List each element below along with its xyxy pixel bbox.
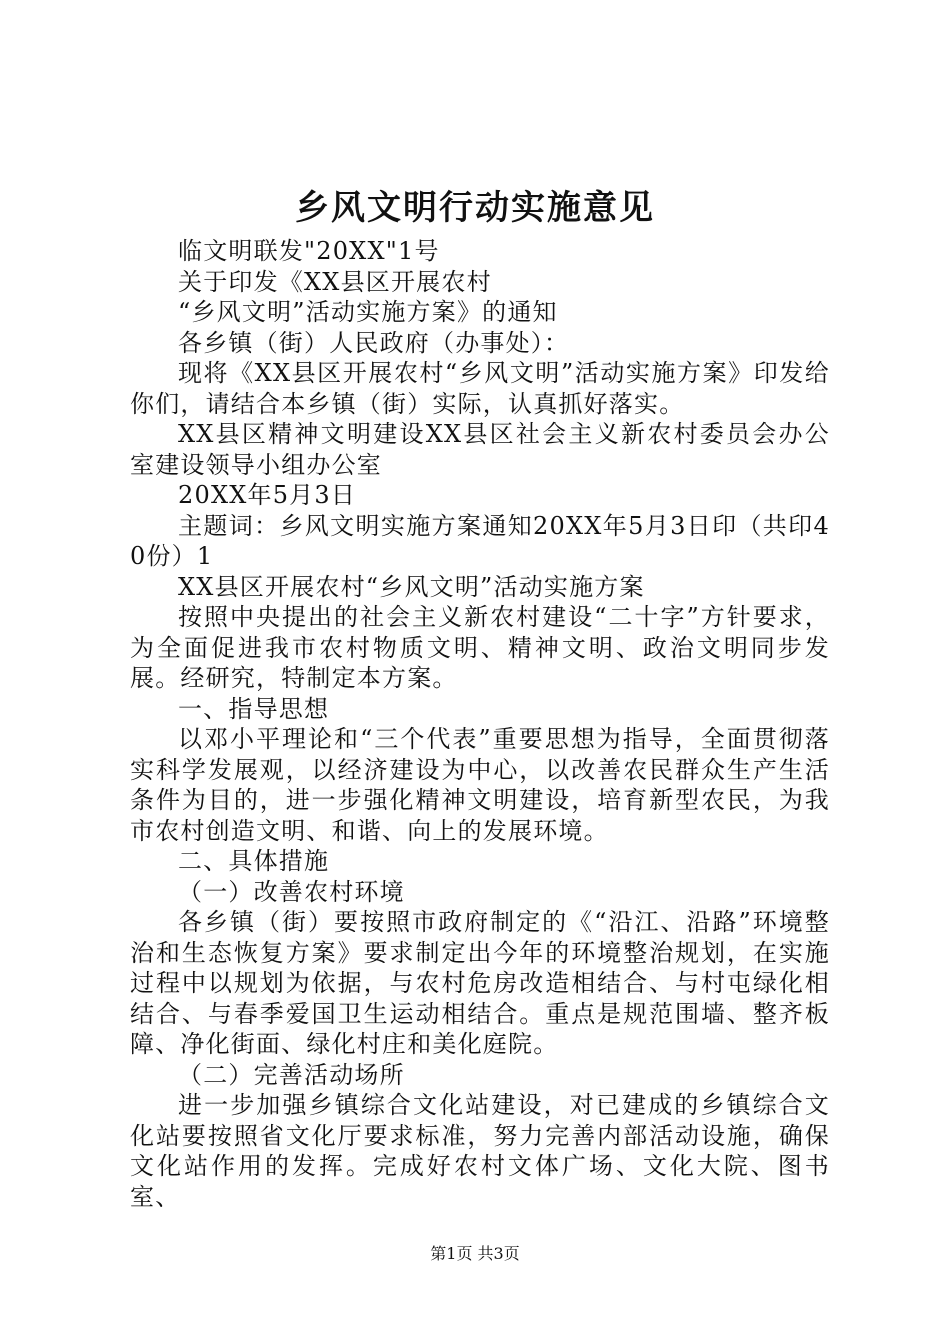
document-number: 临文明联发"20XX"1号 <box>178 237 440 265</box>
subsection-heading-venues: （二）完善活动场所 <box>178 1060 405 1089</box>
subject-terms: 主题词：乡风文明实施方案通知20XX年5月3日印（共印40份）1 <box>130 511 830 570</box>
notice-heading-line-1: 关于印发《XX县区开展农村 <box>178 267 492 296</box>
notice-body: 现将《XX县区开展农村“乡风文明”活动实施方案》印发给你们，请结合本乡镇（街）实际，认真抓好落实。 <box>130 359 830 418</box>
subsection-heading-environment: （一）改善农村环境 <box>178 877 405 906</box>
plan-intro: 按照中央提出的社会主义新农村建设“二十字”方针要求，为全面促进我市农村物质文明、精神文明、政治文明同步发展。经研究，特制定本方案。 <box>130 603 830 692</box>
page-footer: 第1页 共3页 <box>430 1244 520 1263</box>
recipients: 各乡镇（街）人民政府（办事处）： <box>178 328 570 357</box>
notice-heading-line-2: “乡风文明”活动实施方案》的通知 <box>178 298 558 326</box>
document-body <box>130 236 830 1212</box>
venues-text: 进一步加强乡镇综合文化站建设，对已建成的乡镇综合文化站要按照省文化厅要求标准，努力完善内部活动设施，确保文化站作用的发挥。完成好农村文体广场、文化大院、图书室、 <box>130 1091 830 1211</box>
plan-title: XX县区开展农村“乡风文明”活动实施方案 <box>178 572 645 601</box>
issuing-offices: XX县区精神文明建设XX县区社会主义新农村委员会办公室建设领导小组办公室 <box>130 420 830 479</box>
issue-date: 20XX年5月3日 <box>178 481 357 509</box>
section-heading-guiding-ideology: 一、指导思想 <box>178 694 330 723</box>
environment-text: 各乡镇（街）要按照市政府制定的《“沿江、沿路”环境整治和生态恢复方案》要求制定出今年的环境整治规划，在实施过程中以规划为依据，与农村危房改造相结合、与村屯绿化相结合、与春季爱国卫生运动相结合。重点是规范围墙、整齐板障、净化街面、绿化村庄和美化庭院。 <box>130 908 830 1058</box>
section-heading-specific-measures: 二、具体措施 <box>178 847 330 875</box>
document-title: 乡风文明行动实施意见 <box>295 188 655 228</box>
guiding-ideology-text: 以邓小平理论和“三个代表”重要思想为指导，全面贯彻落实科学发展观，以经济建设为中心，以改善农民群众生产生活条件为目的，进一步强化精神文明建设，培育新型农民，为我市农村创造文明、和谐、向上的发展环境。 <box>130 725 830 845</box>
